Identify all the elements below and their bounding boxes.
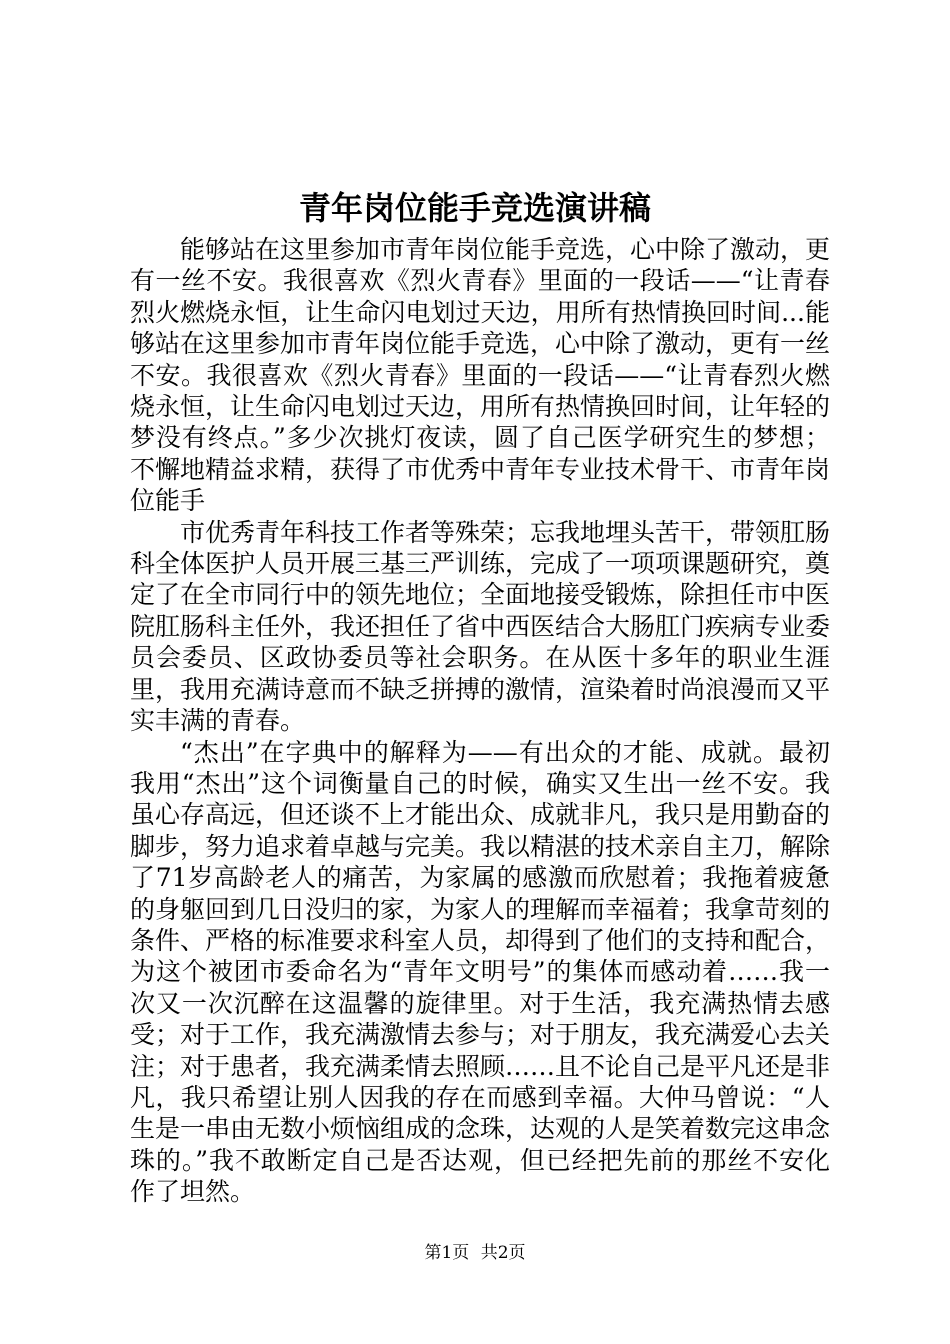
paragraph-3: “杰出”在字典中的解释为——有出众的才能、成就。最初我用“杰出”这个词衡量自己的时候，确实又生出一丝不安。我虽心存高远，但还谈不上才能出众、成就非凡，我只是用勤奋的脚步，努力追求着卓越与完美。我以精湛的技术亲自主刀，解除了71岁高龄老人的痛苦，为家属的感激而欣慰着；我拖着疲惫的身躯回到几日没归的家，为家人的理解而幸福着；我拿苛刻的条件、严格的标准要求科室人员，却得到了他们的支持和配合，为这个被团市委命名为“青年文明号”的集体而感动着……我一次又一次沉醉在这温馨的旋律里。对于生活，我充满热情去感受；对于工作，我充满激情去参与；对于朋友，我充满爱心去关注；对于患者，我充满柔情去照顾……且不论自己是平凡还是非凡，我只希望让别人因我的存在而感到幸福。大仲马曾说：“人生是一串由无数小烦恼组成的念珠，达观的人是笑着数完这串念珠的。”我不敢断定自己是否达观，但已经把先前的那丝不安化作了坦然。 bbox=[130, 737, 831, 1207]
paragraph-1: 能够站在这里参加市青年岗位能手竞选，心中除了激动，更有一丝不安。我很喜欢《烈火青春》里面的一段话——“让青春烈火燃烧永恒，让生命闪电划过天边，用所有热情换回时间...能够站在这里参加市青年岗位能手竞选，心中除了激动，更有一丝不安。我很喜欢《烈火青春》里面的一段话——“让青春烈火燃烧永恒，让生命闪电划过天边，用所有热情换回时间，让年轻的梦没有终点。”多少次挑灯夜读，圆了自己医学研究生的梦想；不懈地精益求精，获得了市优秀中青年专业技术骨干、市青年岗位能手 bbox=[130, 235, 831, 516]
paragraph-2: 市优秀青年科技工作者等殊荣；忘我地埋头苦干，带领肛肠科全体医护人员开展三基三严训练，完成了一项项课题研究，奠定了在全市同行中的领先地位；全面地接受锻炼，除担任市中医院肛肠科主任外，我还担任了省中西医结合大肠肛门疾病专业委员会委员、区政协委员等社会职务。在从医十多年的职业生涯里，我用充满诗意而不缺乏拼搏的激情，渲染着时尚浪漫而又平实丰满的青春。 bbox=[130, 517, 831, 736]
page-number: 第1页 bbox=[424, 1243, 470, 1263]
document-body bbox=[130, 234, 830, 1208]
page-total: 共2页 bbox=[480, 1243, 526, 1263]
page-footer bbox=[0, 1241, 950, 1265]
document-title: 青年岗位能手竞选演讲稿 bbox=[298, 189, 651, 227]
